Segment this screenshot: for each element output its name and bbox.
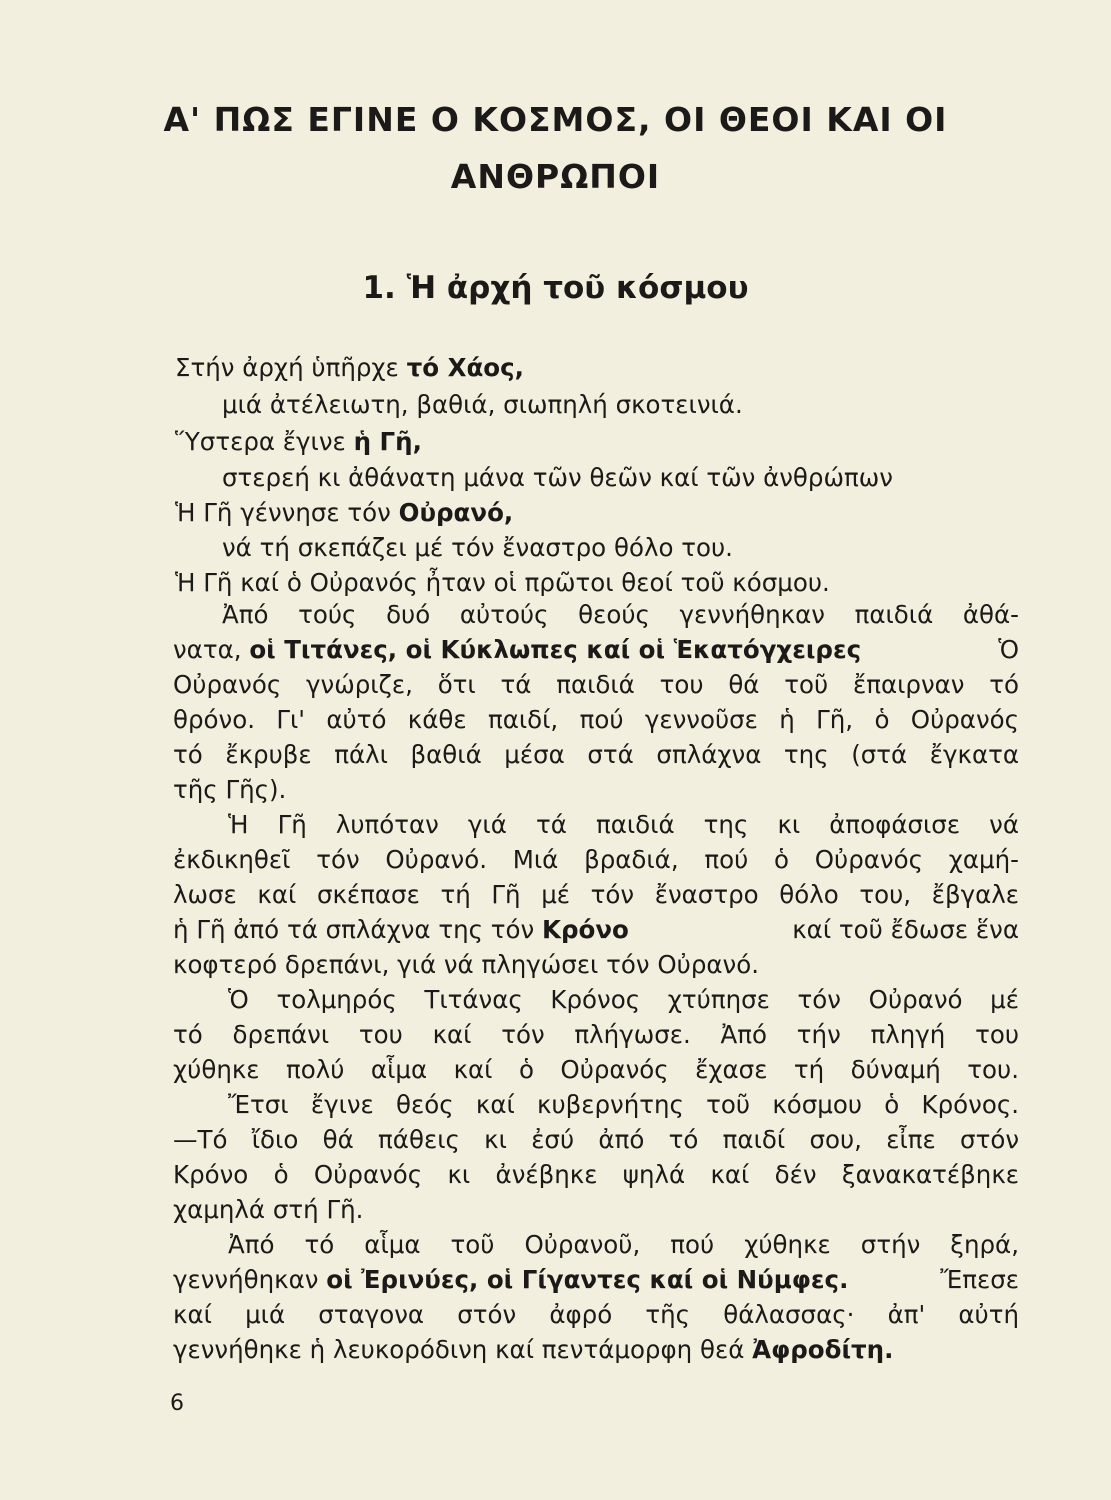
text-line: Κρόνο ὁ Οὐρανός κι ἀνέβηκε ψηλά καί δέν ξανακατέβηκε bbox=[173, 1160, 1019, 1189]
text-line: Ἡ Γῆ λυπόταν γιά τά παιδιά της κι ἀποφάσισε νά bbox=[228, 810, 1019, 839]
text-line: χαμηλά στή Γῆ. bbox=[173, 1195, 364, 1224]
text-line: μιά ἀτέλειωτη, βαθιά, σιωπηλή σκοτεινιά. bbox=[222, 390, 743, 419]
text-line: νατα, οἱ Τιτάνες, οἱ Κύκλωπες καί οἱ Ἑκατόγχειρες Ὁ bbox=[173, 635, 1019, 664]
text-line: τό δρεπάνι του καί τόν πλήγωσε. Ἀπό τήν πληγή του bbox=[173, 1020, 1019, 1049]
text-line: κοφτερό δρεπάνι, γιά νά πληγώσει τόν Οὐρανό. bbox=[173, 950, 759, 979]
text-line: γεννήθηκαν οἱ Ἐρινύες, οἱ Γίγαντες καί οἱ Νύμφες. Ἔπεσε bbox=[173, 1265, 1019, 1294]
text-line: στερεή κι ἀθάνατη μάνα τῶν θεῶν καί τῶν ἀνθρώπων bbox=[222, 463, 893, 492]
text-line: λωσε καί σκέπασε τή Γῆ μέ τόν ἔναστρο θόλο του, ἔβγαλε bbox=[173, 880, 1019, 909]
section-title: 1. Ἡ ἀρχή τοῦ κόσμου bbox=[362, 270, 749, 306]
text-line: Ἀπό τούς δυό αὐτούς θεούς γεννήθηκαν παιδιά ἀθά- bbox=[222, 600, 1019, 629]
text-line: τό ἔκρυβε πάλι βαθιά μέσα στά σπλάχνα της (στά ἔγκατα bbox=[173, 740, 1019, 769]
text-line: Ἡ Γῆ καί ὁ Οὐρανός ἦταν οἱ πρῶτοι θεοί τοῦ κόσμου. bbox=[175, 568, 830, 597]
text-line: τῆς Γῆς). bbox=[173, 775, 287, 804]
text-line: Ὁ τολμηρός Τιτάνας Κρόνος χτύπησε τόν Οὐρανό μέ bbox=[228, 985, 1019, 1014]
text-line: —Τό ἴδιο θά πάθεις κι ἐσύ ἀπό τό παιδί σου, εἶπε στόν bbox=[173, 1125, 1019, 1154]
text-line: Οὐρανός γνώριζε, ὅτι τά παιδιά του θά τοῦ ἔπαιρναν τό bbox=[173, 670, 1019, 699]
text-line: Ἔτσι ἔγινε θεός καί κυβερνήτης τοῦ κόσμου ὁ Κρόνος. bbox=[228, 1090, 1019, 1119]
text-line: ἡ Γῆ ἀπό τά σπλάχνα της τόν Κρόνο καί τοῦ ἔδωσε ἕνα bbox=[173, 915, 1019, 944]
text-line: καί μιά σταγονα στόν ἀφρό τῆς θάλασσας· ἀπ' αὐτή bbox=[173, 1300, 1019, 1329]
text-line: Ἀπό τό αἷμα τοῦ Οὐρανοῦ, πού χύθηκε στήν ξηρά, bbox=[228, 1230, 1019, 1259]
text-line: Ἡ Γῆ γέννησε τόν Οὐρανό, bbox=[175, 498, 514, 527]
text-line: Στήν ἀρχή ὑπῆρχε τό Χάος, bbox=[175, 353, 524, 382]
page-number: 6 bbox=[170, 1391, 184, 1416]
text-line: θρόνο. Γι' αὐτό κάθε παιδί, πού γεννοῦσε ἡ Γῆ, ὁ Οὐρανός bbox=[173, 705, 1019, 734]
text-line: νά τή σκεπάζει μέ τόν ἔναστρο θόλο του. bbox=[222, 533, 733, 562]
chapter-heading-line-2: ΑΝΘΡΩΠΟΙ bbox=[450, 157, 661, 196]
text-line: γεννήθηκε ἡ λευκορόδινη καί πεντάμορφη θεά Ἀφροδίτη. bbox=[173, 1335, 894, 1364]
text-line: χύθηκε πολύ αἷμα καί ὁ Οὐρανός ἔχασε τή δύναμή του. bbox=[173, 1055, 1019, 1084]
chapter-heading-line-1: Α' ΠΩΣ ΕΓΙΝΕ Ο ΚΟΣΜΟΣ, ΟΙ ΘΕΟΙ ΚΑΙ ΟΙ bbox=[163, 100, 948, 139]
text-line: ἐκδικηθεῖ τόν Οὐρανό. Μιά βραδιά, πού ὁ Οὐρανός χαμή- bbox=[173, 845, 1019, 874]
text-line: Ὕστερα ἔγινε ἡ Γῆ, bbox=[175, 427, 422, 456]
